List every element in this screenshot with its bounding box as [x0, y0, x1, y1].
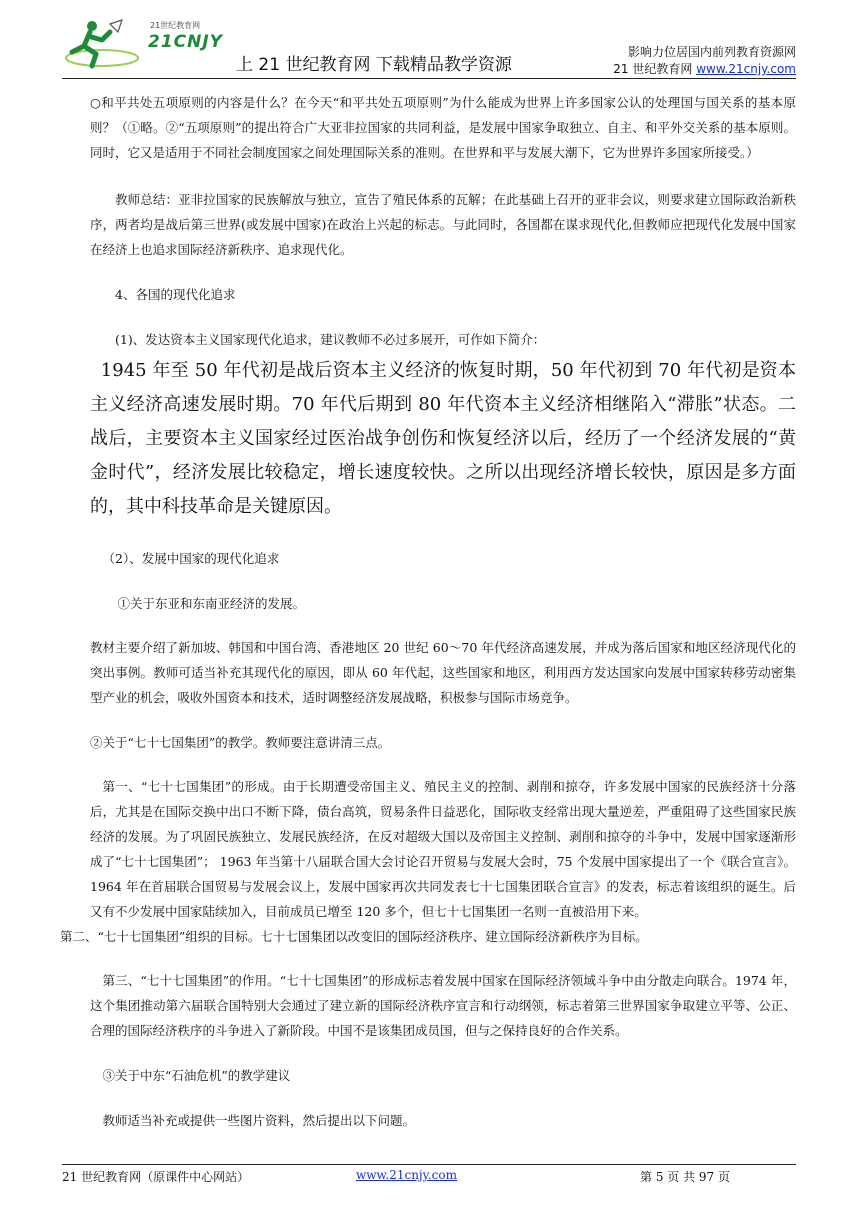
- subheading-developed-countries: (1)、发达资本主义国家现代化追求，建议教师不必过多展开，可作如下简介：: [115, 332, 546, 347]
- header-site-link[interactable]: www.21cnjy.com: [696, 62, 796, 76]
- paragraph-teacher-pictures: 教师适当补充或提供一些图片资料，然后提出以下问题。: [102, 1113, 416, 1128]
- paragraph-teacher-summary: 教师总结：亚非拉国家的民族解放与独立，宣告了殖民体系的瓦解；在此基础上召开的亚非会议，则要求建立国际政治新秩序，两者均是战后第三世界(或发展中国家)在政治上兴起的标志。与此同时，各国都在谋求现代化,但教师应把现代化发展中国家在经济上也追求国际经济新秩序、追求现代化。: [90, 192, 796, 257]
- footer-link-wrap: [356, 1168, 457, 1182]
- paragraph-g77-goal: 第二、“七十七国集团”组织的目标。七十七国集团以改变旧的国际经济秩序、建立国际经济新秩序为目标。: [60, 929, 648, 944]
- header-site-name: 21 世纪教育网: [613, 62, 697, 76]
- footer-site-link[interactable]: www.21cnjy.com: [356, 1168, 457, 1182]
- paragraph-g77-role: 第三、“七十七国集团”的作用。“七十七国集团”的形成标志着发展中国家在国际经济领域斗争中由分散走向联合。1974 年，这个集团推动第六届联合国特别大会通过了建立新的国际经济秩序宣言和行动纲领，标志着第三世界国家争取建立平等、公正、合理的国际经济秩序的斗争进入了新阶段。中国不是该集团成员国，但与之保持良好的合作关系。: [90, 973, 796, 1038]
- item-east-asia: ①关于东亚和东南亚经济的发展。: [117, 596, 306, 611]
- paragraph-five-principles: ○和平共处五项原则的内容是什么？在今天“和平共处五项原则”为什么能成为世界上许多国家公认的处理国与国关系的基本原则？（①略。②“五项原则”的提出符合广大亚非拉国家的共同利益，是发展中国家争取独立、自主、和平外交关系的基本原则。同时，它又是适用于不同社会制度国家之间处理国际关系的准则。在世界和平与发展大潮下，它为世界许多国家所接受。）: [90, 95, 796, 160]
- header-tagline: 影响力位居国内前列教育资源网: [627, 45, 796, 59]
- item-oil-crisis: ③关于中东“石油危机”的教学建议: [102, 1068, 291, 1083]
- header-right-info: [613, 44, 796, 78]
- logo-small-text: 21世纪教育网: [150, 21, 201, 30]
- logo-brand-text: 21CNJY: [148, 32, 223, 52]
- footer-divider: [62, 1164, 796, 1165]
- site-logo[interactable]: [62, 18, 232, 72]
- header-divider: [62, 78, 796, 79]
- paragraph-capitalist-economy: 1945 年至 50 年代初是战后资本主义经济的恢复时期，50 年代初到 70 年代初是资本主义经济高速发展时期。70 年代后期到 80 年代资本主义经济相继陷入“滞胀”状态。二战后，主要资本主义国家经过医治战争创伤和恢复经济以后，经历了一个经济发展的“黄金时代”，经济发展比较稳定，增长速度较快。之所以出现经济增长较快，原因是多方面的，其中科技革命是关键原因。: [90, 360, 796, 517]
- paragraph-textbook-intro: 教材主要介绍了新加坡、韩国和中国台湾、香港地区 20 世纪 60～70 年代经济高速发展，并成为落后国家和地区经济现代化的突出事例。教师可适当补充其现代化的原因，即从 60 年代起，这些国家和地区，利用西方发达国家向发展中国家转移劳动密集型产业的机会，吸收外国资本和技术，适时调整经济发展战略，积极参与国际市场竞争。: [90, 640, 796, 705]
- runner-logo-icon: [62, 18, 142, 72]
- page-header: [0, 0, 860, 82]
- section-heading-modernization: 4、各国的现代化追求: [115, 287, 236, 302]
- document-body: [60, 88, 796, 1133]
- page-number: 第 5 页 共 97 页: [640, 1170, 730, 1184]
- item-g77: ②关于“七十七国集团”的教学。教师要注意讲清三点。: [90, 735, 391, 750]
- footer-site-name: 21 世纪教育网（原课件中心网站）: [62, 1170, 250, 1184]
- subheading-developing-countries: （2）、发展中国家的现代化追求: [102, 551, 280, 566]
- header-site-line: [613, 61, 796, 78]
- paragraph-g77-formation: 第一、“七十七国集团”的形成。由于长期遭受帝国主义、殖民主义的控制、剥削和掠夺，许多发展中国家的民族经济十分落后，尤其是在国际交换中出口不断下降，债台高筑，贸易条件日益恶化，国际收支经常出现大量逆差，严重阻碍了这些国家民族经济的发展。为了巩固民族独立、发展民族经济，在反对超级大国以及帝国主义控制、剥削和掠夺的斗争中，发展中国家逐渐形成了“七十七国集团”； 1963 年当第十八届联合国大会讨论召开贸易与发展大会时，75 个发展中国家提出了一个《联合宣言》。1964 年在首届联合国贸易与发展会议上，发展中国家再次共同发表七十七国集团联合宣言》的发表，标志着该组织的诞生。后又有不少发展中国家陆续加入，目前成员已增至 120 多个，但七十七国集团一名则一直被沿用下来。: [90, 779, 796, 919]
- header-slogan: 上 21 世纪教育网 下载精品教学资源: [236, 55, 512, 75]
